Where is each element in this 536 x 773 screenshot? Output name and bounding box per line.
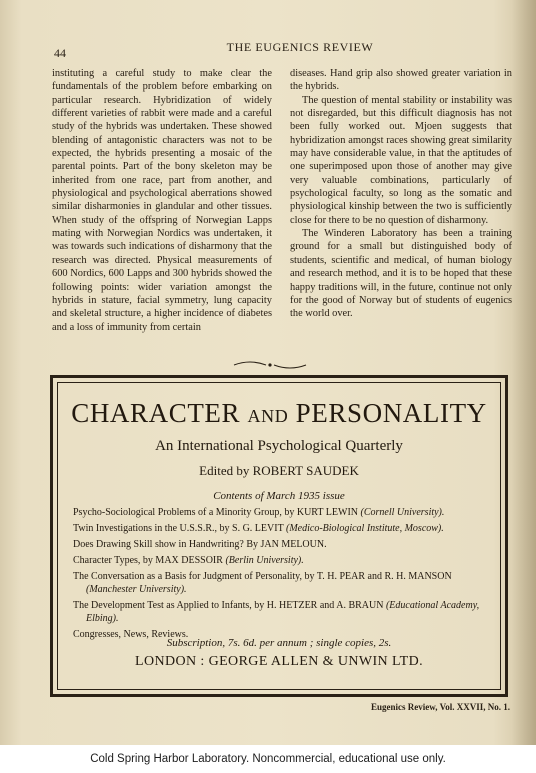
contents-item: The Development Test as Applied to Infants, by H. HETZER and A. BRAUN (Educational Academy, Elbing). [73, 600, 480, 624]
contents-item: The Conversation as a Basis for Judgment of Personality, by T. H. PEAR and R. H. MANSON (Manchester University). [73, 571, 452, 595]
title-part-2: PERSONALITY [295, 398, 487, 428]
page-number: 44 [54, 46, 66, 60]
contents-item: Congresses, News, Reviews. [73, 629, 189, 640]
contents-item: Does Drawing Skill show in Handwriting? By JAN MELOUN. [73, 539, 327, 550]
journal-title [53, 398, 505, 429]
right-paragraph-1: diseases. Hand grip also showed greater variation in the hybrids. [290, 68, 512, 93]
editor-line: Edited by ROBERT SAUDEK [199, 463, 359, 478]
contents-item: Twin Investigations in the U.S.S.R., by S. G. LEVIT (Medico-Biological Institute, Moscow). [73, 523, 444, 534]
contents-item: Character Types, by MAX DESSOIR (Berlin University). [73, 555, 304, 566]
publisher-line: LONDON : GEORGE ALLEN & UNWIN LTD. [135, 654, 423, 669]
footer-reference: Eugenics Review, Vol. XXVII, No. 1. [370, 702, 510, 712]
subscription-line: Subscription, 7s. 6d. per annum ; single copies, 2s. [166, 637, 392, 649]
right-paragraph-3: The Winderen Laboratory has been a training ground for a small but distinguished body of students, scientific and medical, of human biology and research method, and it is to be hoped that these happy traditions will, in the future, continue not only for the good of Norway but of students of eugenics the world over. [290, 228, 512, 320]
title-part-1: CHARACTER [71, 398, 241, 428]
left-paragraph: instituting a careful study to make clear the fundamentals of the problem before embarking on particular research. Hybridization of widely different varieties of rabbit were made and a careful study of the hybrids was undertaken. These showed blending of antagonistic characters was not to be expected, the hybrids presenting a mosaic of the parental points. Part of the bony skeleton may be inherited from one race, part from another, and physiological and psychological aberrations showed similar disharmonies in glandular and other tissues. When study of the offspring of Norwegian Lapps mating with Norwegian Nordics was undertaken, it was towards such indications of disharmony that the research was directed. Physical measurements of 600 Nordics, 600 Lapps and 300 hybrids showed the following points: wider variation amongst the hybrids in stature, facial symmetry, lung capacity and skeletal structure, a higher incidence of diabetes and a loss of immunity from certain [52, 68, 272, 333]
running-head: THE EUGENICS REVIEW [226, 40, 374, 54]
section-ornament [230, 360, 310, 370]
credit-line: Cold Spring Harbor Laboratory. Noncommercial, educational use only. [90, 753, 446, 765]
left-column [52, 67, 272, 334]
right-column [290, 67, 512, 321]
title-and: AND [247, 406, 289, 426]
contents-list [73, 506, 489, 644]
advertisement-box [50, 375, 508, 697]
contents-heading: Contents of March 1935 issue [213, 490, 345, 502]
journal-subtitle: An International Psychological Quarterly [155, 438, 403, 454]
contents-item: Psycho-Sociological Problems of a Minority Group, by KURT LEWIN (Cornell University). [73, 507, 445, 518]
right-paragraph-2: The question of mental stability or instability was not disregarded, but this difficult diagnosis has not been fully worked out. Mjoen suggests that hybridization amongst races showing great similarity may have considerable value, in that the aptitudes of one superimposed upon those of another may give very valuable combinations, particularly of psychological faculty, so long as the somatic and physiological kinship between the two is sufficiently close for there to be no question of disharmony. [290, 94, 512, 226]
